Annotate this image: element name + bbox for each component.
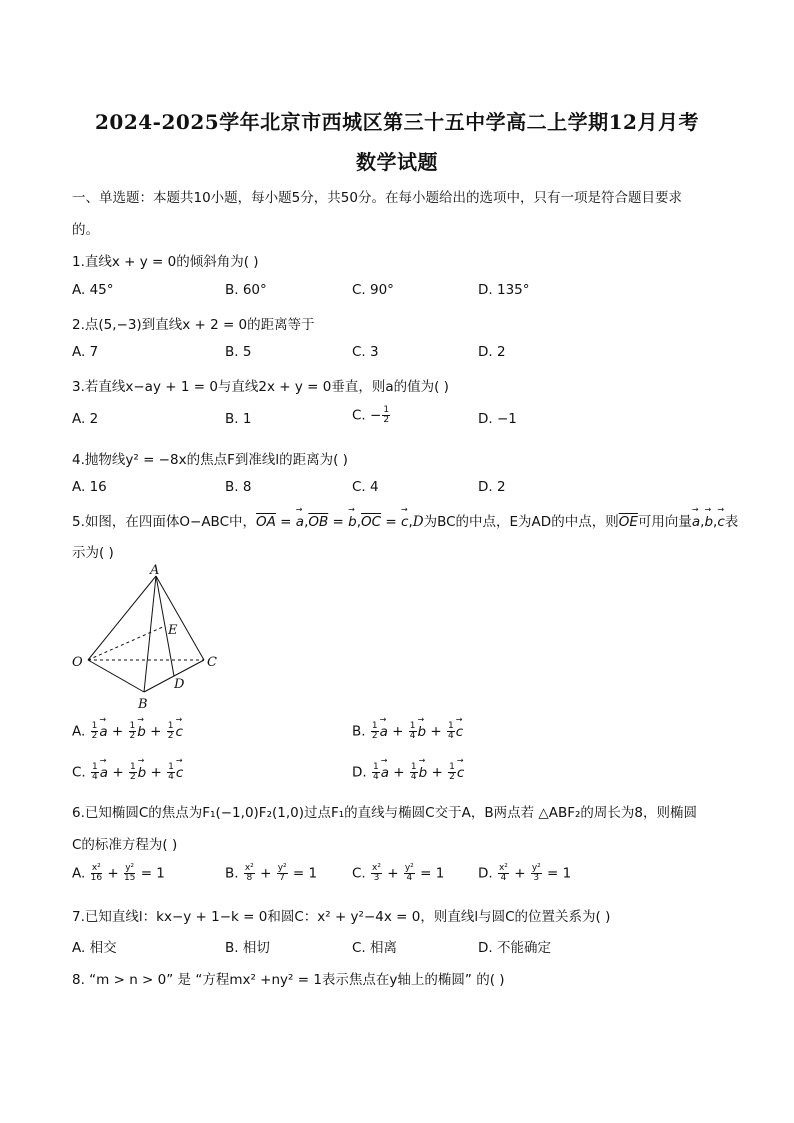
label-a: A [150,563,160,578]
question-3-stem: 3.若直线x−ay + 1 = 0与直线2x + y = 0垂直，则a的值为( ) [72,379,449,395]
question-5-stem: 5.如图，在四面体O−ABC中，$\overline{OA}$ = → $a,\overline{OB}$ = → $b,\overline{OC}$ = → c,D为BC的中点，E为AD的中点，则$\overline{OE}$可用向量→ a,→ b,→ c表 [72,510,738,530]
label-e: E [168,623,178,638]
edge-ob [88,660,144,692]
question-7-stem: 7.已知直线l：kx−y + 1−k = 0和圆C：x² + y²−4x = 0，则直线l与圆C的位置关系为( ) [72,909,611,925]
q1-option-a: A. 45° [72,282,114,298]
question-2-stem: 2.点(5,−3)到直线x + 2 = 0的距离等于 [72,317,315,333]
edge-oa [88,576,156,660]
exam-subtitle: 数学试题 [356,150,438,174]
q1-option-b: B. 60° [225,282,267,298]
question-6-stem: 6.已知椭圆C的焦点为F₁(−1,0)F₂(1,0)过点F₁的直线与椭圆C交于A，B两点若 △ABF₂的周长为8，则椭圆 [72,805,698,821]
q1-option-c: C. 90° [352,282,394,298]
q2-option-a: A. 7 [72,344,99,360]
segment-oe-hidden [88,626,165,660]
q1-option-d: D. 135° [478,282,530,298]
q3-option-b: B. 1 [225,411,252,427]
label-b: B [138,697,148,712]
question-6-stem-line2: C的标准方程为( ) [72,837,178,853]
q3-option-a: A. 2 [72,411,99,427]
q4-option-c: C. 4 [352,479,379,495]
q6-option-a: A. $\frac{\text{x²}}{16}$ + $\frac{\text{y²}}{15}$ = 1 [72,863,165,883]
tetrahedron-figure [64,562,234,712]
q7-option-c: C. 相离 [352,940,398,956]
edge-ab [144,576,156,692]
q4-option-a: A. 16 [72,479,107,495]
label-o: O [72,655,83,670]
q5-option-b: B. $\frac{1}{2}$ → a + $\frac{1}{4}$ → b + $\frac{1}{4}$ → c [352,722,463,741]
q7-option-b: B. 相切 [225,940,270,956]
q7-option-a: A. 相交 [72,940,117,956]
exam-title: 2024-2025学年北京市西城区第三十五中学高二上学期12月月考 [95,110,699,134]
q3-option-c: C. − $\frac{1}{2}$ [352,405,390,425]
q6-option-c: C. $\frac{\text{x²}}{3}$ + $\frac{\text{y²}}{4}$ = 1 [352,863,445,883]
q3-option-d: D. −1 [478,411,517,427]
question-5-stem-line2: 示为( ) [72,545,114,561]
section-intro-line1: 一、单选题：本题共10小题，每小题5分，共50分。在每小题给出的选项中，只有一项是符合题目要求 [72,190,682,206]
q5-option-c: C. $\frac{1}{4}$ → a + $\frac{1}{2}$ → b + $\frac{1}{4}$ → c [72,763,183,782]
q2-option-b: B. 5 [225,344,252,360]
q2-option-c: C. 3 [352,344,379,360]
q4-option-b: B. 8 [225,479,252,495]
label-c: C [207,655,217,670]
q5-option-d: D. $\frac{1}{4}$ → a + $\frac{1}{4}$ → b + $\frac{1}{2}$ → c [352,763,464,782]
q2-option-d: D. 2 [478,344,506,360]
q5-option-a: A. $\frac{1}{2}$ → a + $\frac{1}{2}$ → b + $\frac{1}{2}$ → c [72,722,183,741]
question-4-stem: 4.抛物线y² = −8x的焦点F到准线l的距离为( ) [72,452,348,468]
q6-option-d: D. $\frac{\text{x²}}{4}$ + $\frac{\text{y²}}{3}$ = 1 [478,863,572,883]
q7-option-d: D. 不能确定 [478,940,551,956]
question-1-stem: 1.直线x + y = 0的倾斜角为( ) [72,254,259,270]
q6-option-b: B. $\frac{\text{x²}}{8}$ + $\frac{\text{y²}}{7}$ = 1 [225,863,318,883]
q4-option-d: D. 2 [478,479,506,495]
question-8-stem: 8. “m > n > 0” 是 “方程mx² +ny² = 1表示焦点在y轴上的椭圆” 的( ) [72,972,505,988]
section-intro-line2: 的。 [72,222,99,238]
label-d: D [174,677,185,692]
